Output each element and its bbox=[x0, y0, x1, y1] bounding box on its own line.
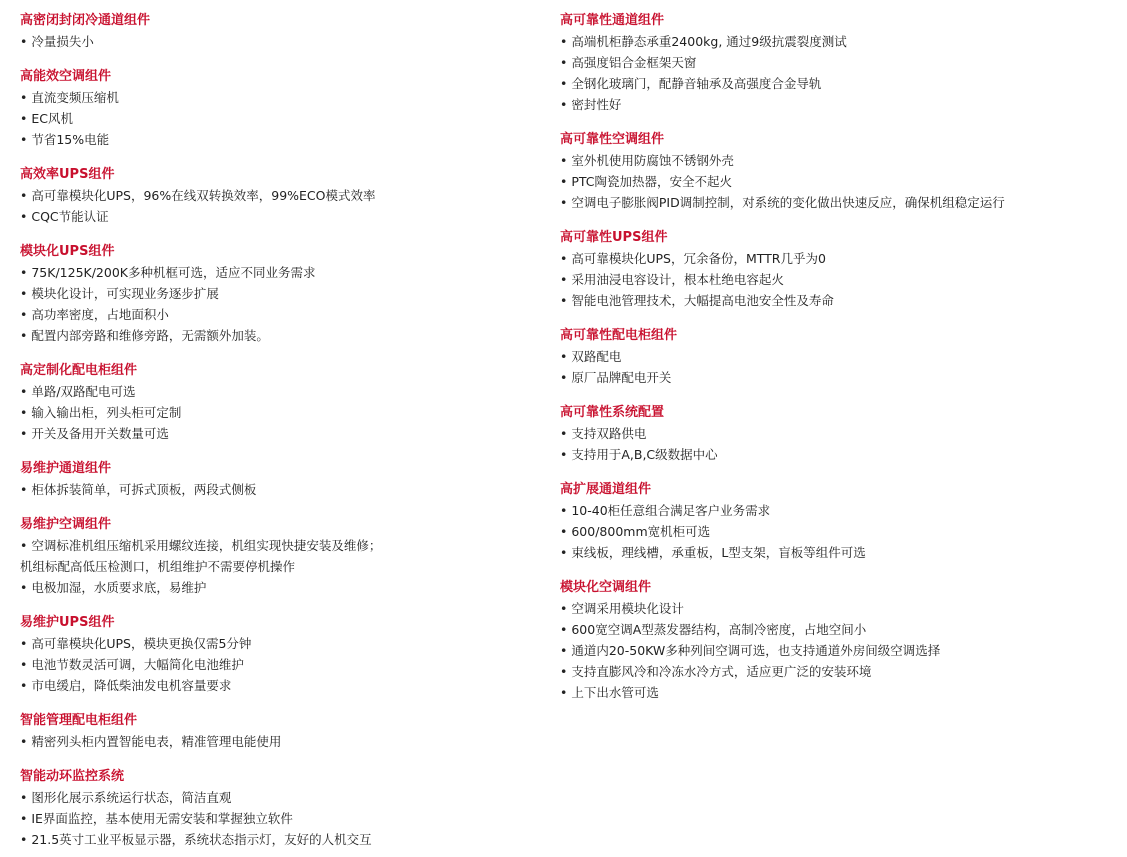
feature-section bbox=[20, 66, 540, 150]
section-title: 易维护UPS组件 bbox=[20, 615, 115, 630]
feature-bullet: • 冷量损失小 bbox=[20, 34, 94, 49]
section-title: 高可靠性通道组件 bbox=[560, 13, 665, 28]
feature-bullet: • 智能电池管理技术，大幅提高电池安全性及寿命 bbox=[560, 293, 834, 308]
feature-bullet: • 空调电子膨胀阀PID调制控制，对系统的变化做出快速反应，确保机组稳定运行 bbox=[560, 195, 1005, 210]
feature-section bbox=[20, 514, 540, 598]
section-title: 高可靠性系统配置 bbox=[560, 405, 665, 420]
left-column bbox=[20, 10, 540, 850]
feature-bullet: • 密封性好 bbox=[560, 97, 622, 112]
feature-bullet: • 节省15%电能 bbox=[20, 132, 110, 147]
section-title: 高扩展通道组件 bbox=[560, 482, 652, 497]
feature-bullet: • 模块化设计，可实现业务逐步扩展 bbox=[20, 286, 219, 301]
feature-bullet: • 柜体拆装简单，可拆式顶板，两段式侧板 bbox=[20, 482, 257, 497]
feature-bullet: • 10-40柜任意组合满足客户业务需求 bbox=[560, 503, 771, 518]
section-title: 易维护通道组件 bbox=[20, 461, 112, 476]
feature-section bbox=[560, 577, 1120, 703]
feature-bullet: • 高可靠模块化UPS，模块更换仅需5分钟 bbox=[20, 636, 252, 651]
feature-bullet: • 电极加湿，水质要求底，易维护 bbox=[20, 580, 207, 595]
feature-bullet: • 上下出水管可选 bbox=[560, 685, 659, 700]
section-title: 高可靠性空调组件 bbox=[560, 132, 665, 147]
feature-bullet: • 配置内部旁路和维修旁路，无需额外加装。 bbox=[20, 328, 269, 343]
feature-bullet: • 高可靠模块化UPS，96%在线双转换效率，99%ECO模式效率 bbox=[20, 188, 376, 203]
feature-section bbox=[20, 164, 540, 227]
feature-bullet: • 75K/125K/200K多种机框可选，适应不同业务需求 bbox=[20, 265, 316, 280]
feature-bullet: • 输入输出柜，列头柜可定制 bbox=[20, 405, 182, 420]
feature-bullet: • 室外机使用防腐蚀不锈钢外壳 bbox=[560, 153, 734, 168]
feature-section bbox=[20, 710, 540, 752]
feature-section bbox=[560, 402, 1120, 465]
feature-bullet: • 束线板，理线槽，承重板，L型支架，盲板等组件可选 bbox=[560, 545, 866, 560]
section-title: 模块化空调组件 bbox=[560, 580, 652, 595]
feature-bullet: • CQC节能认证 bbox=[20, 209, 109, 224]
feature-bullet: • 支持双路供电 bbox=[560, 426, 647, 441]
feature-section bbox=[20, 241, 540, 346]
feature-section bbox=[20, 360, 540, 444]
section-title: 高可靠性配电柜组件 bbox=[560, 328, 678, 343]
feature-bullet: • 600宽空调A型蒸发器结构，高制冷密度，占地空间小 bbox=[560, 622, 867, 637]
feature-bullet: • 高功率密度，占地面积小 bbox=[20, 307, 169, 322]
feature-bullet: • EC风机 bbox=[20, 111, 73, 126]
feature-bullet: • 空调采用模块化设计 bbox=[560, 601, 684, 616]
feature-section bbox=[560, 325, 1120, 388]
feature-section bbox=[20, 612, 540, 696]
feature-bullet: • 图形化展示系统运行状态，简洁直观 bbox=[20, 790, 232, 805]
feature-bullet: • 直流变频压缩机 bbox=[20, 90, 119, 105]
section-title: 高定制化配电柜组件 bbox=[20, 363, 138, 378]
feature-section bbox=[20, 766, 540, 850]
section-title: 高密闭封闭冷通道组件 bbox=[20, 13, 151, 28]
feature-bullet: • 600/800mm宽机柜可选 bbox=[560, 524, 711, 539]
feature-bullet: 机组标配高低压检测口，机组维护不需要停机操作 bbox=[20, 559, 296, 574]
section-title: 模块化UPS组件 bbox=[20, 244, 115, 259]
feature-bullet: • 全钢化玻璃门，配静音轴承及高强度合金导轨 bbox=[560, 76, 822, 91]
section-title: 高效率UPS组件 bbox=[20, 167, 115, 182]
feature-bullet: • 高强度铝合金框架天窗 bbox=[560, 55, 697, 70]
right-column bbox=[560, 10, 1120, 703]
feature-bullet: • 采用油浸电容设计，根本杜绝电容起火 bbox=[560, 272, 784, 287]
feature-bullet: • 高端机柜静态承重2400kg, 通过9级抗震裂度测试 bbox=[560, 34, 847, 49]
section-title: 高可靠性UPS组件 bbox=[560, 230, 668, 245]
feature-bullet: • IE界面监控，基本使用无需安装和掌握独立软件 bbox=[20, 811, 293, 826]
feature-section bbox=[560, 10, 1120, 115]
feature-bullet: • 通道内20-50KW多种列间空调可选，也支持通道外房间级空调选择 bbox=[560, 643, 941, 658]
feature-bullet: • PTC陶瓷加热器，安全不起火 bbox=[560, 174, 733, 189]
feature-bullet: • 原厂品牌配电开关 bbox=[560, 370, 672, 385]
feature-section bbox=[560, 479, 1120, 563]
feature-section bbox=[560, 129, 1120, 213]
feature-bullet: • 空调标准机组压缩机采用螺纹连接，机组实现快捷安装及维修； bbox=[20, 538, 382, 553]
feature-bullet: • 双路配电 bbox=[560, 349, 622, 364]
section-title: 智能管理配电柜组件 bbox=[20, 713, 138, 728]
feature-bullet: • 支持用于A,B,C级数据中心 bbox=[560, 447, 718, 462]
feature-bullet: • 电池节数灵活可调，大幅简化电池维护 bbox=[20, 657, 244, 672]
feature-bullet: • 支持直膨风冷和冷冻水冷方式，适应更广泛的安装环境 bbox=[560, 664, 872, 679]
feature-bullet: • 开关及备用开关数量可选 bbox=[20, 426, 169, 441]
section-title: 智能动环监控系统 bbox=[20, 769, 125, 784]
feature-section bbox=[20, 10, 540, 52]
feature-bullet: • 单路/双路配电可选 bbox=[20, 384, 136, 399]
feature-bullet: • 市电缓启，降低柴油发电机容量要求 bbox=[20, 678, 232, 693]
feature-bullet: • 21.5英寸工业平板显示器，系统状态指示灯，友好的人机交互 bbox=[20, 832, 372, 847]
feature-bullet: • 高可靠模块化UPS，冗余备份，MTTR几乎为0 bbox=[560, 251, 826, 266]
section-title: 高能效空调组件 bbox=[20, 69, 112, 84]
feature-section bbox=[560, 227, 1120, 311]
section-title: 易维护空调组件 bbox=[20, 517, 112, 532]
feature-bullet: • 精密列头柜内置智能电表，精准管理电能使用 bbox=[20, 734, 282, 749]
feature-section bbox=[20, 458, 540, 500]
